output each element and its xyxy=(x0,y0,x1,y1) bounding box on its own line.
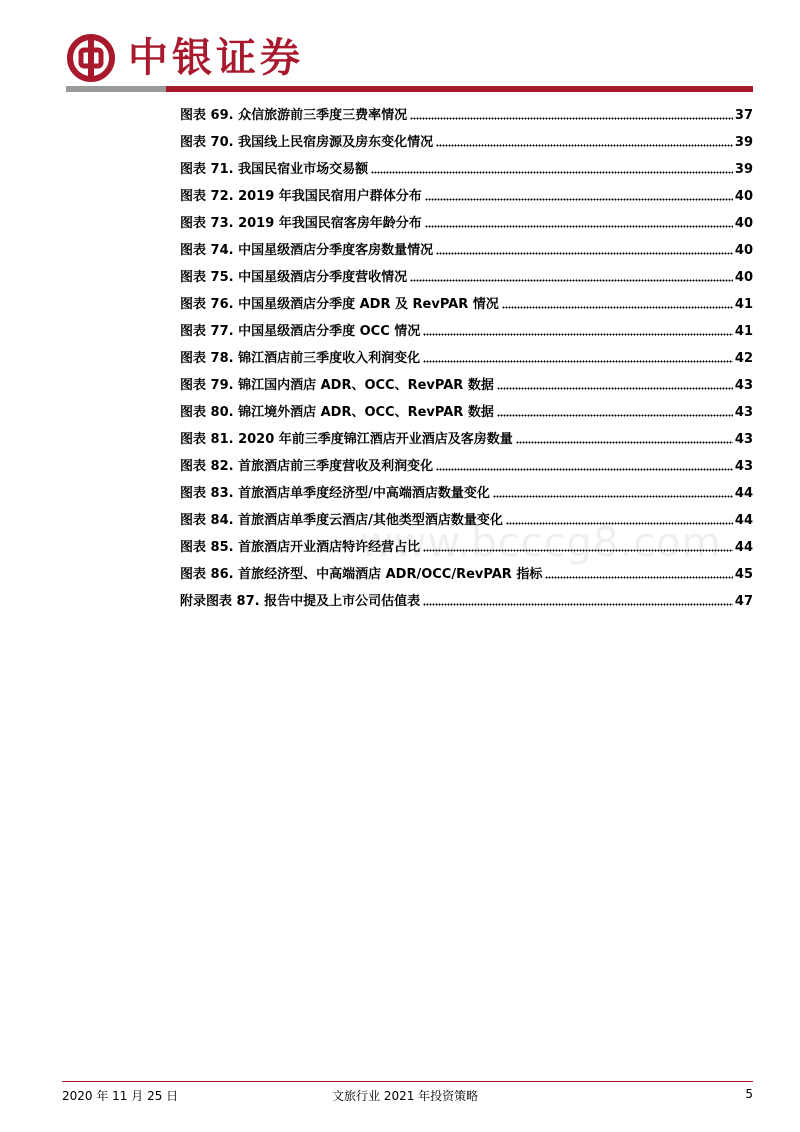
toc-dot-leader xyxy=(493,495,733,498)
toc-entry[interactable] xyxy=(180,582,753,609)
toc-entry[interactable] xyxy=(180,285,753,312)
toc-entry-title: 图表 85. 首旅酒店开业酒店特许经营占比 xyxy=(180,540,421,555)
toc-entry[interactable] xyxy=(180,366,753,393)
toc-dot-leader xyxy=(497,414,733,417)
toc-entry[interactable] xyxy=(180,339,753,366)
toc-entry-title: 图表 81. 2020 年前三季度锦江酒店开业酒店及客房数量 xyxy=(180,432,513,447)
toc-entry-page: 39 xyxy=(734,162,753,177)
toc-entry-page: 43 xyxy=(734,405,753,420)
toc-entry-title: 图表 74. 中国星级酒店分季度客房数量情况 xyxy=(180,243,434,258)
toc-entry[interactable] xyxy=(180,123,753,150)
toc-dot-leader xyxy=(436,468,733,471)
toc-entry[interactable] xyxy=(180,420,753,447)
toc-entry-page: 40 xyxy=(734,189,753,204)
toc-entry-page: 44 xyxy=(734,540,753,555)
toc-entry-title: 图表 69. 众信旅游前三季度三费率情况 xyxy=(180,108,408,123)
toc-entry[interactable] xyxy=(180,555,753,582)
toc-entry[interactable] xyxy=(180,177,753,204)
toc-entry-page: 44 xyxy=(734,486,753,501)
toc-entry-title: 图表 84. 首旅酒店单季度云酒店/其他类型酒店数量变化 xyxy=(180,513,503,528)
toc-entry[interactable] xyxy=(180,474,753,501)
toc-dot-leader xyxy=(423,549,733,552)
toc-entry-page: 40 xyxy=(734,270,753,285)
footer-report-title: 文旅行业 2021 年投资策略 xyxy=(332,1089,479,1103)
toc-entry-page: 40 xyxy=(734,216,753,231)
toc-entry-page: 41 xyxy=(734,324,753,339)
bank-of-china-logo-icon xyxy=(66,33,116,83)
toc-entry[interactable] xyxy=(180,150,753,177)
toc-entry[interactable] xyxy=(180,204,753,231)
toc-entry-title: 图表 73. 2019 年我国民宿客房年龄分布 xyxy=(180,216,422,231)
toc-entry-page: 41 xyxy=(734,297,753,312)
toc-dot-leader xyxy=(423,360,733,363)
toc-dot-leader xyxy=(423,333,733,336)
toc-entry-page: 37 xyxy=(734,108,753,123)
toc-entry[interactable] xyxy=(180,528,753,555)
toc-entry-page: 42 xyxy=(734,351,753,366)
toc-entry-page: 47 xyxy=(734,594,753,609)
brand-name: 中银证券 xyxy=(128,34,304,81)
toc-dot-leader xyxy=(425,198,733,201)
toc-dot-leader xyxy=(425,225,733,228)
footer-rule xyxy=(62,1081,753,1082)
toc-entry[interactable] xyxy=(180,231,753,258)
page-footer xyxy=(62,1087,753,1103)
toc-entry-title: 图表 76. 中国星级酒店分季度 ADR 及 RevPAR 情况 xyxy=(180,297,499,312)
toc-dot-leader xyxy=(506,522,733,525)
header-rule-red xyxy=(166,86,753,92)
toc-entry[interactable] xyxy=(180,501,753,528)
toc-dot-leader xyxy=(497,387,733,390)
toc-entry-title: 图表 77. 中国星级酒店分季度 OCC 情况 xyxy=(180,324,421,339)
toc-entry-title: 图表 79. 锦江国内酒店 ADR、OCC、RevPAR 数据 xyxy=(180,378,494,393)
header-rule-gray xyxy=(66,86,166,92)
toc-entry-page: 39 xyxy=(734,135,753,150)
toc-entry-page: 43 xyxy=(734,432,753,447)
toc-entry[interactable] xyxy=(180,96,753,123)
toc-dot-leader xyxy=(423,603,733,606)
toc-entry-title: 图表 86. 首旅经济型、中高端酒店 ADR/OCC/RevPAR 指标 xyxy=(180,567,543,582)
toc-entry-page: 43 xyxy=(734,378,753,393)
toc-entry-title: 图表 82. 首旅酒店前三季度营收及利润变化 xyxy=(180,459,434,474)
watermark: www.bcccg8.com xyxy=(360,520,722,566)
table-of-figures xyxy=(180,96,753,609)
toc-entry[interactable] xyxy=(180,447,753,474)
toc-dot-leader xyxy=(502,306,733,309)
toc-entry-page: 40 xyxy=(734,243,753,258)
toc-dot-leader xyxy=(436,252,733,255)
toc-entry[interactable] xyxy=(180,393,753,420)
page-header xyxy=(0,0,800,95)
footer-page-number: 5 xyxy=(745,1087,753,1101)
toc-dot-leader xyxy=(436,144,733,147)
toc-dot-leader xyxy=(516,441,733,444)
toc-entry-title: 图表 83. 首旅酒店单季度经济型/中高端酒店数量变化 xyxy=(180,486,490,501)
toc-entry-page: 44 xyxy=(734,513,753,528)
toc-entry-title: 图表 72. 2019 年我国民宿用户群体分布 xyxy=(180,189,422,204)
toc-entry-title: 图表 71. 我国民宿业市场交易额 xyxy=(180,162,369,177)
toc-entry[interactable] xyxy=(180,258,753,285)
toc-entry-title: 图表 78. 锦江酒店前三季度收入利润变化 xyxy=(180,351,421,366)
toc-dot-leader xyxy=(410,117,733,120)
toc-entry-title: 附录图表 87. 报告中提及上市公司估值表 xyxy=(180,594,421,609)
toc-entry-page: 43 xyxy=(734,459,753,474)
footer-date: 2020 年 11 月 25 日 xyxy=(62,1089,179,1103)
toc-dot-leader xyxy=(410,279,733,282)
toc-entry[interactable] xyxy=(180,312,753,339)
toc-dot-leader xyxy=(545,576,733,579)
toc-entry-page: 45 xyxy=(734,567,753,582)
toc-dot-leader xyxy=(371,171,733,174)
toc-entry-title: 图表 80. 锦江境外酒店 ADR、OCC、RevPAR 数据 xyxy=(180,405,494,420)
toc-entry-title: 图表 75. 中国星级酒店分季度营收情况 xyxy=(180,270,408,285)
toc-entry-title: 图表 70. 我国线上民宿房源及房东变化情况 xyxy=(180,135,434,150)
